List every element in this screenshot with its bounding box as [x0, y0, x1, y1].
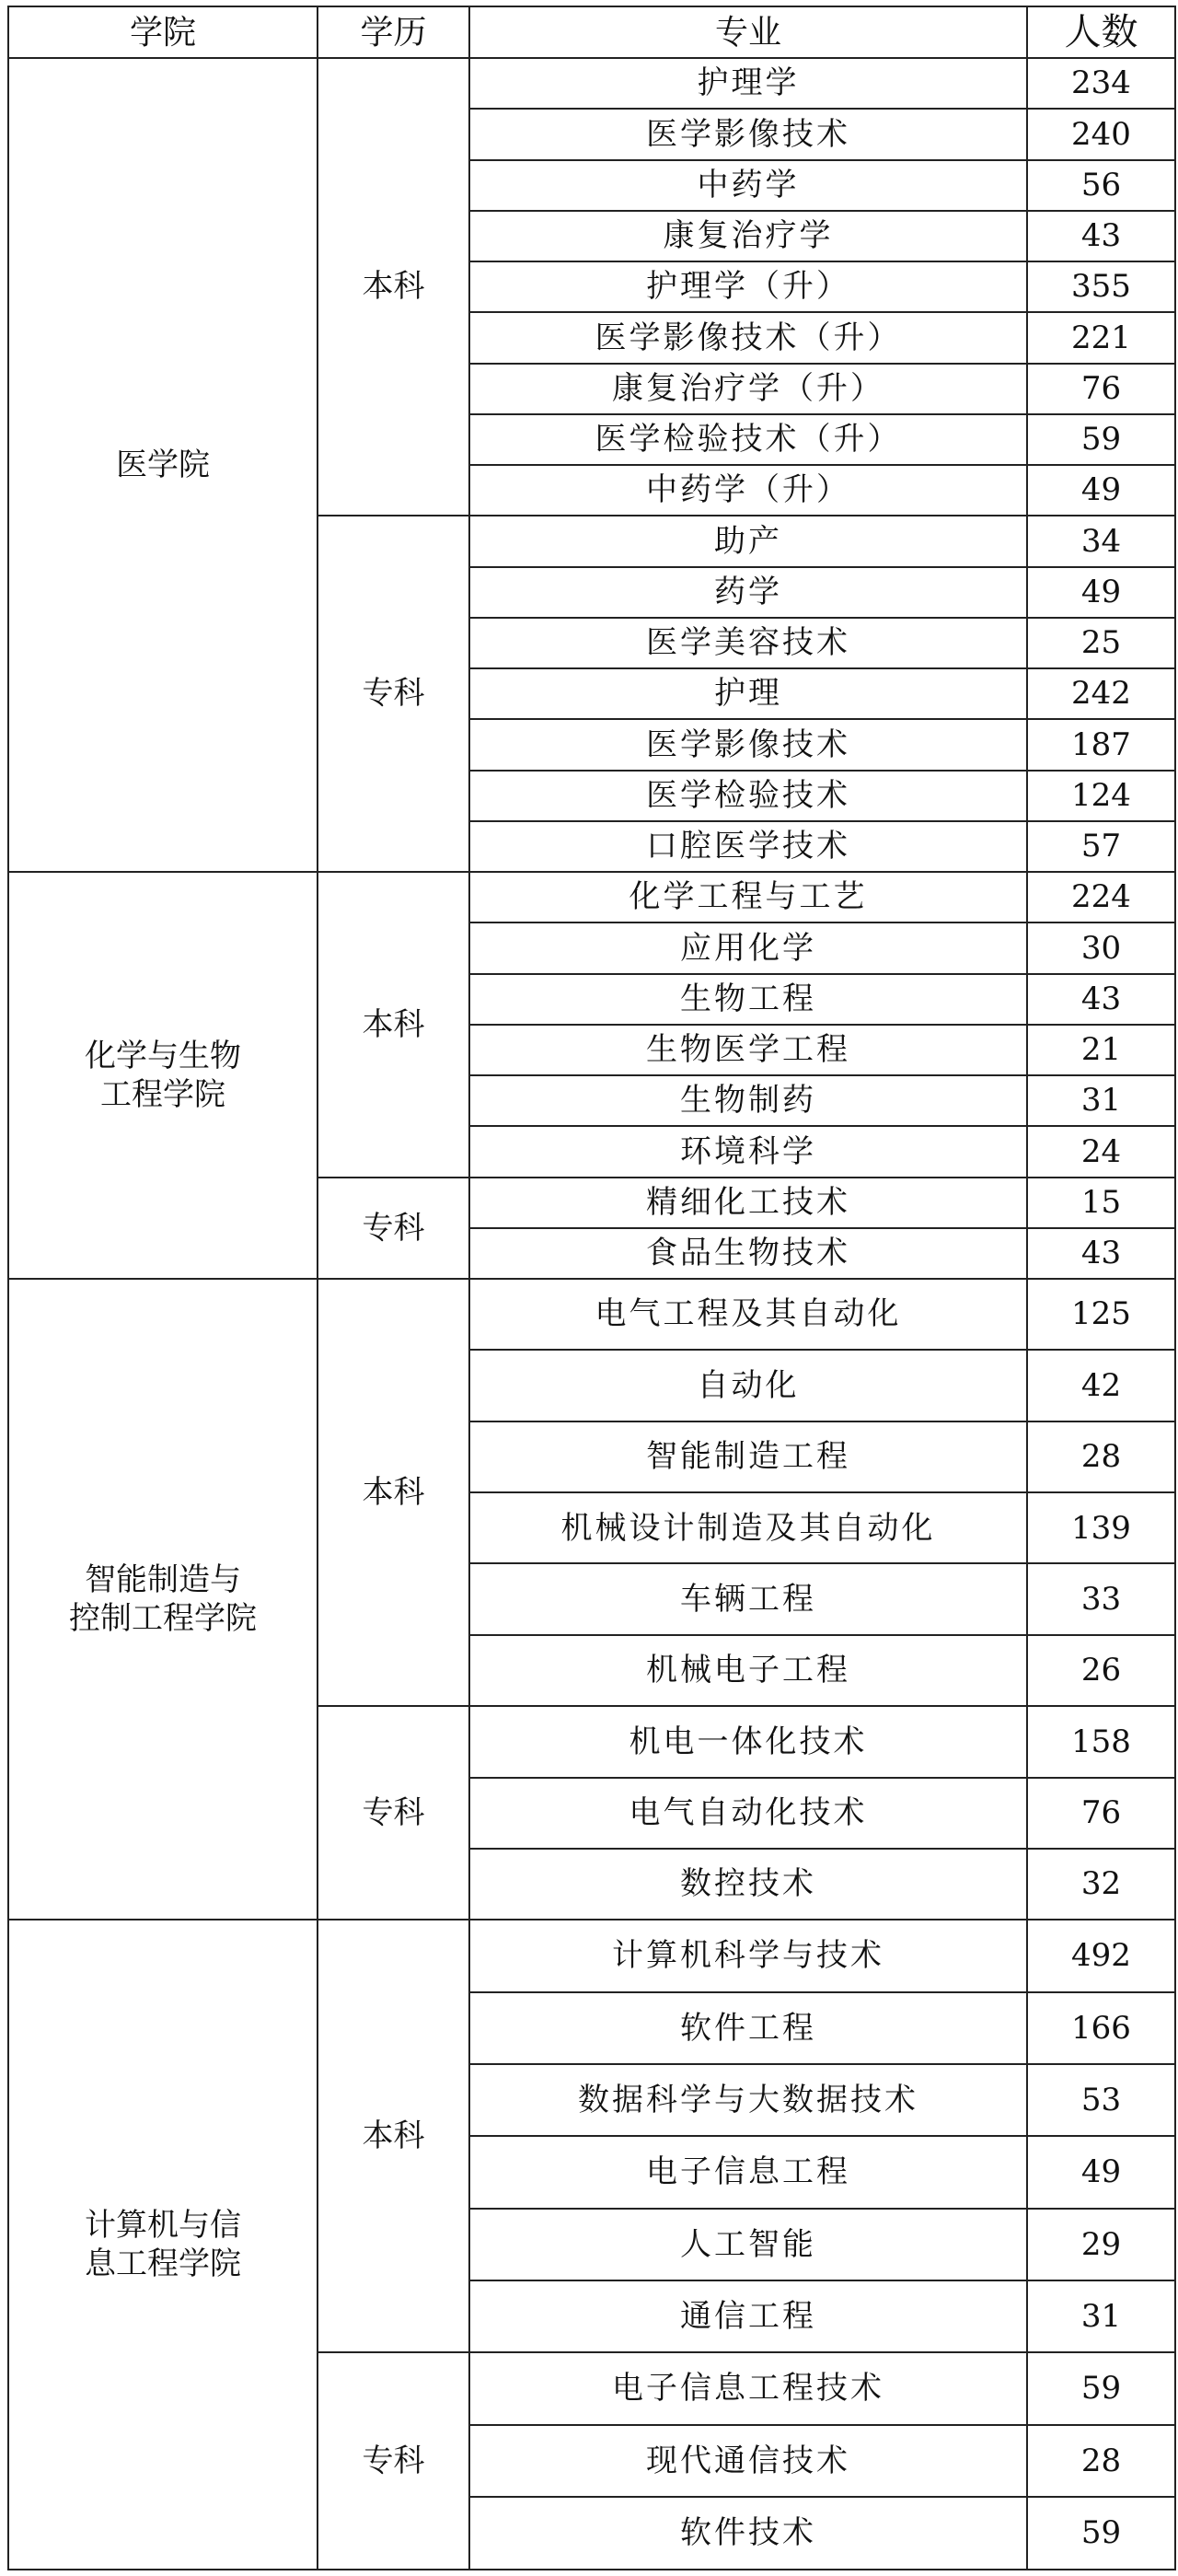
major-cell: 软件工程: [469, 1992, 1027, 2064]
header-major: 专业: [469, 6, 1027, 58]
count-cell: 125: [1027, 1279, 1175, 1350]
count-cell: 57: [1027, 821, 1175, 872]
count-cell: 43: [1027, 974, 1175, 1025]
major-cell: 电气工程及其自动化: [469, 1279, 1027, 1350]
major-cell: 现代通信技术: [469, 2425, 1027, 2497]
level-cell: 本科: [318, 1279, 469, 1706]
count-cell: 234: [1027, 58, 1175, 109]
count-cell: 53: [1027, 2064, 1175, 2136]
level-cell: 本科: [318, 872, 469, 1178]
major-cell: 护理学: [469, 58, 1027, 109]
major-cell: 护理学（升）: [469, 261, 1027, 312]
count-cell: 355: [1027, 261, 1175, 312]
count-cell: 59: [1027, 2352, 1175, 2424]
count-cell: 29: [1027, 2209, 1175, 2280]
major-cell: 中药学: [469, 160, 1027, 211]
count-cell: 31: [1027, 2280, 1175, 2352]
major-cell: 电气自动化技术: [469, 1778, 1027, 1849]
major-cell: 软件技术: [469, 2497, 1027, 2570]
major-cell: 助产: [469, 516, 1027, 566]
college-name: 化学与生物 工程学院: [85, 1037, 241, 1113]
count-cell: 242: [1027, 668, 1175, 719]
college-name: 医学院: [116, 446, 210, 483]
major-cell: 医学影像技术（升）: [469, 312, 1027, 363]
count-cell: 187: [1027, 719, 1175, 770]
major-cell: 中药学（升）: [469, 465, 1027, 516]
level-cell: 专科: [318, 1178, 469, 1280]
major-cell: 通信工程: [469, 2280, 1027, 2352]
header-college: 学院: [8, 6, 318, 58]
table-row: [8, 872, 1175, 922]
enrollment-table: [7, 6, 1176, 2570]
count-cell: 59: [1027, 414, 1175, 465]
college-cell: [8, 872, 318, 1279]
major-cell: 医学美容技术: [469, 618, 1027, 668]
major-cell: 电子信息工程技术: [469, 2352, 1027, 2424]
major-cell: 机械设计制造及其自动化: [469, 1492, 1027, 1563]
count-cell: 43: [1027, 1228, 1175, 1279]
count-cell: 28: [1027, 1421, 1175, 1492]
college-name: 计算机与信 息工程学院: [85, 2206, 241, 2283]
count-cell: 30: [1027, 922, 1175, 973]
count-cell: 124: [1027, 771, 1175, 821]
major-cell: 机械电子工程: [469, 1635, 1027, 1706]
college-name: 智能制造与 控制工程学院: [69, 1561, 257, 1638]
major-cell: 康复治疗学（升）: [469, 364, 1027, 414]
table-row: [8, 1279, 1175, 1350]
count-cell: 56: [1027, 160, 1175, 211]
major-cell: 医学检验技术（升）: [469, 414, 1027, 465]
count-cell: 59: [1027, 2497, 1175, 2570]
count-cell: 158: [1027, 1706, 1175, 1777]
level-cell: 专科: [318, 2352, 469, 2570]
count-cell: 224: [1027, 872, 1175, 922]
count-cell: 28: [1027, 2425, 1175, 2497]
major-cell: 自动化: [469, 1350, 1027, 1421]
count-cell: 76: [1027, 1778, 1175, 1849]
major-cell: 护理: [469, 668, 1027, 719]
major-cell: 智能制造工程: [469, 1421, 1027, 1492]
level-cell: 专科: [318, 1706, 469, 1920]
count-cell: 240: [1027, 109, 1175, 159]
major-cell: 药学: [469, 567, 1027, 618]
count-cell: 139: [1027, 1492, 1175, 1563]
level-cell: 本科: [318, 1920, 469, 2352]
count-cell: 21: [1027, 1025, 1175, 1075]
major-cell: 医学影像技术: [469, 109, 1027, 159]
count-cell: 31: [1027, 1075, 1175, 1126]
count-cell: 49: [1027, 2136, 1175, 2208]
level-cell: 专科: [318, 516, 469, 872]
major-cell: 医学检验技术: [469, 771, 1027, 821]
count-cell: 26: [1027, 1635, 1175, 1706]
header-row: [8, 6, 1175, 58]
table-body: [8, 58, 1175, 2570]
major-cell: 生物工程: [469, 974, 1027, 1025]
major-cell: 车辆工程: [469, 1563, 1027, 1634]
major-cell: 生物制药: [469, 1075, 1027, 1126]
major-cell: 应用化学: [469, 922, 1027, 973]
count-cell: 492: [1027, 1920, 1175, 1991]
major-cell: 康复治疗学: [469, 211, 1027, 261]
major-cell: 机电一体化技术: [469, 1706, 1027, 1777]
table-row: [8, 1920, 1175, 1991]
major-cell: 计算机科学与技术: [469, 1920, 1027, 1991]
major-cell: 食品生物技术: [469, 1228, 1027, 1279]
level-cell: 本科: [318, 58, 469, 516]
count-cell: 43: [1027, 211, 1175, 261]
major-cell: 电子信息工程: [469, 2136, 1027, 2208]
count-cell: 49: [1027, 567, 1175, 618]
table-row: [8, 58, 1175, 109]
count-cell: 34: [1027, 516, 1175, 566]
count-cell: 25: [1027, 618, 1175, 668]
count-cell: 221: [1027, 312, 1175, 363]
major-cell: 数据科学与大数据技术: [469, 2064, 1027, 2136]
college-cell: [8, 58, 318, 872]
header-count: 人数: [1027, 6, 1175, 58]
count-cell: 33: [1027, 1563, 1175, 1634]
header-level: 学历: [318, 6, 469, 58]
major-cell: 人工智能: [469, 2209, 1027, 2280]
count-cell: 42: [1027, 1350, 1175, 1421]
major-cell: 精细化工技术: [469, 1178, 1027, 1228]
major-cell: 化学工程与工艺: [469, 872, 1027, 922]
count-cell: 49: [1027, 465, 1175, 516]
major-cell: 口腔医学技术: [469, 821, 1027, 872]
count-cell: 166: [1027, 1992, 1175, 2064]
count-cell: 24: [1027, 1126, 1175, 1177]
college-cell: [8, 1920, 318, 2570]
count-cell: 15: [1027, 1178, 1175, 1228]
major-cell: 生物医学工程: [469, 1025, 1027, 1075]
college-cell: [8, 1279, 318, 1920]
count-cell: 32: [1027, 1849, 1175, 1920]
major-cell: 医学影像技术: [469, 719, 1027, 770]
count-cell: 76: [1027, 364, 1175, 414]
major-cell: 数控技术: [469, 1849, 1027, 1920]
major-cell: 环境科学: [469, 1126, 1027, 1177]
